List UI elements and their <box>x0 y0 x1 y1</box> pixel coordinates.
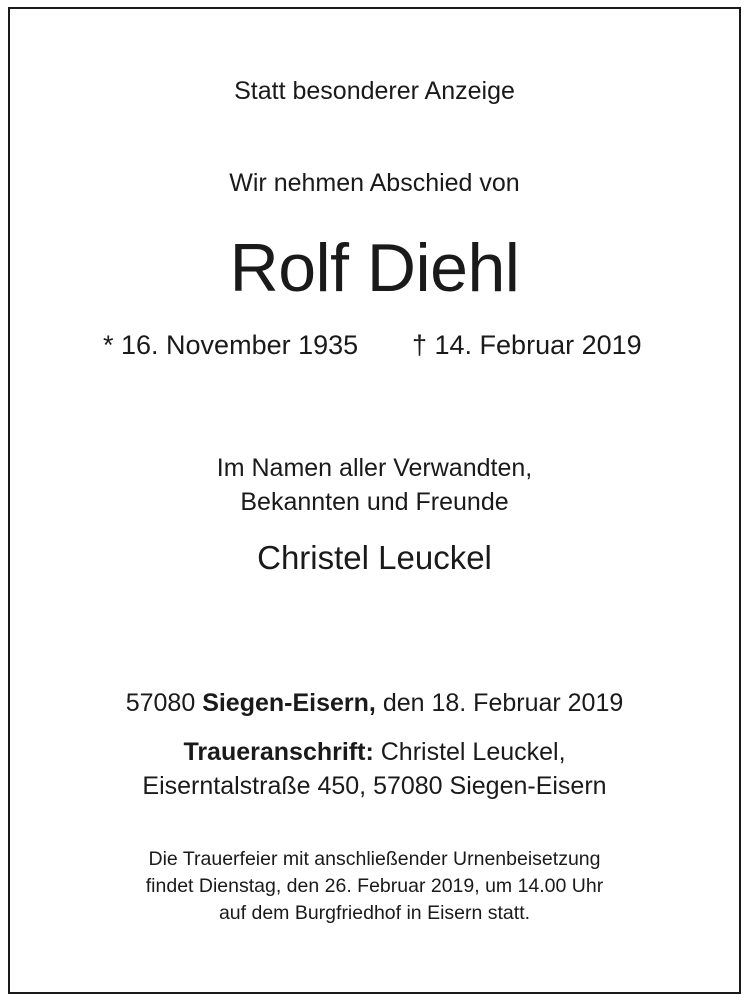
condolence-address-street: Eiserntalstraße 450, 57080 Siegen-Eisern <box>142 772 607 800</box>
funeral-info-line-2: findet Dienstag, den 26. Februar 2019, um 14.00 Uhr <box>145 875 604 897</box>
condolence-address-label: Traueranschrift: <box>183 738 374 766</box>
condolence-address-name: Christel Leuckel, <box>380 738 566 766</box>
death-date: † 14. Februar 2019 <box>412 330 642 360</box>
deceased-name: Rolf Diehl <box>229 230 520 306</box>
funeral-info-line-1: Die Trauerfeier mit anschließender Urnenbeisetzung <box>148 848 601 870</box>
postcode: 57080 <box>125 689 196 717</box>
funeral-info-line-3: auf dem Burgfriedhof in Eisern statt. <box>218 902 531 924</box>
intro-text: Wir nehmen Abschied von <box>229 169 520 197</box>
notice-date: den 18. Februar 2019 <box>382 689 624 717</box>
place-date-line <box>0 686 749 720</box>
signer-name: Christel Leuckel <box>257 539 492 576</box>
notice-header: Statt besonderer Anzeige <box>234 77 515 105</box>
mourners-line-2: Bekannten und Freunde <box>240 488 509 516</box>
birth-date: * 16. November 1935 <box>103 330 359 360</box>
mourners-line-1: Im Namen aller Verwandten, <box>216 454 533 482</box>
condolence-address-line-1 <box>0 735 749 769</box>
town: Siegen-Eisern, <box>202 689 376 717</box>
